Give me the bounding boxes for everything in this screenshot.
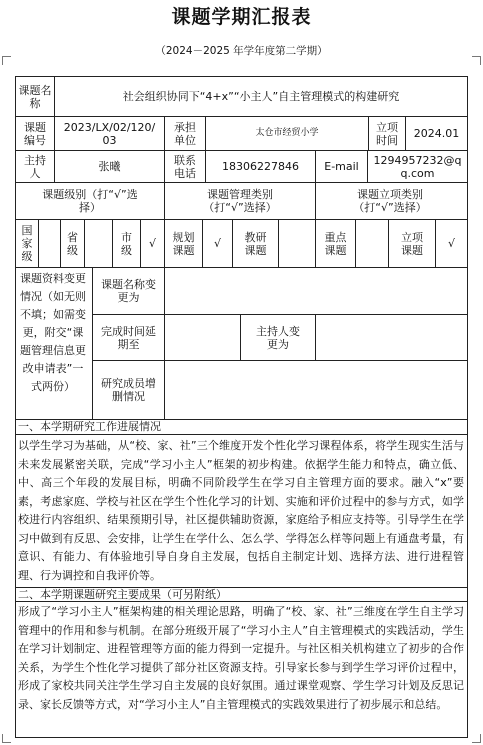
section1-body: 以学生学习为基础，从“校、家、社”三个维度开发个性化学习课程体系，将学生现实生活与未来发展紧密关联，完成“学习小主人”框架的初步构建。依据学生能力和特点，确立低、中、高三个年段的发展目标，明确不同阶段学生在学习自主管理方面的要求。融入“x”要素，考虑家庭、学校与社区在学生个性化学习的计划、实施和评价过程中的参与方式，如学校进行内容组织、结果预期引导，社区提供辅助资源，家庭给予相应支持等。引导学生在学习中做到有反思、会安排，让学生在学什么、怎么学、学得怎么样等问题上有通盘考量，有意识、有能力、有体验地引导自身自主发展，包括自主制定计划、选择方法、进行进程管理、行为调控和自我评价等。 [18,439,464,582]
email-label: E-mail [324,160,359,173]
crop-mark-bottom-left [2,734,11,743]
start-time-label: 立项时间 [376,120,398,147]
host-value: 张曦 [98,160,121,173]
start-time-value: 2024.01 [413,127,460,140]
level-city-check[interactable]: √ [148,237,156,250]
manage-plan: 规划课题 [172,230,195,257]
manage-category-header: 课题管理类别（打“√”选择） [203,188,277,214]
section2-body: 形成了“学习小主人”框架构建的相关理论思路，明确了“校、家、社”三维度在学生自主学习管理中的作用和参与机制。在部分班级开展了“学习小主人”自主管理模式的实践活动，学生在学习计划制定、进程管理等方面的能力得到一定提升。与社区相关机构建立了初步的合作关系，为学生个性化学习提供了部分社区资源支持。引导家长参与到学生学习评价过程中，形成了家校共同关注学生学习自主发展的良好氛围。通过课堂观察、学生学习计划及反思记录、家长反馈等方式，对“学习小主人”自主管理模式的实践效果进行了初步展示和总结。 [18,605,464,711]
phone-label: 联系电话 [174,153,196,180]
name-change-label: 课题名称变更为 [101,278,156,304]
crop-mark-bottom-right [472,734,481,743]
email-value: 1294957232@qq.com [373,153,462,180]
host-label: 主持人 [24,153,46,180]
topic-number-value: 2023/LX/02/120/03 [63,120,156,147]
unit-value: 太仓市经贸小学 [255,128,319,138]
crop-mark-top-left [2,56,11,65]
unit-label: 承担单位 [174,120,196,147]
topic-number-label: 课题编号 [24,120,46,147]
approval-approved-check[interactable]: √ [447,237,455,250]
section2-title: 二、本学期课题研究主要成果（可另附纸） [18,588,227,601]
section1-title: 一、本学期研究工作进展情况 [18,420,161,433]
manage-plan-check[interactable]: √ [213,237,221,250]
approval-category-header: 课题立项类别（打“√”选择） [353,188,427,214]
host-change-label: 主持人变更为 [256,324,300,351]
change-instructions: 课题资料变更情况（如无则不填；如需变更，附交“课题管理信息更改申请表”一式两份） [20,272,86,393]
topic-name-label: 课题名称 [18,83,52,110]
level-provincial: 省级 [67,230,78,257]
approval-approved: 立项课题 [401,230,423,257]
level-national: 国家级 [21,224,33,263]
level-city: 市级 [121,230,132,257]
approval-key: 重点课题 [324,230,347,257]
member-change-label: 研究成员增删情况 [101,377,156,403]
school-year-subtitle: （2024－2025 年学年度第二学期） [155,45,328,57]
manage-research: 教研课题 [244,230,267,257]
level-category-header: 课题级别（打“√”选择） [42,188,138,214]
deadline-change-label: 完成时间延期至 [101,324,156,351]
topic-name-value: 社会组织协同下“4+x”“小主人”自主管理模式的构建研究 [122,90,400,103]
crop-mark-top-right [472,56,481,65]
page-title: 课题学期汇报表 [171,6,312,28]
phone-value: 18306227846 [222,160,299,173]
